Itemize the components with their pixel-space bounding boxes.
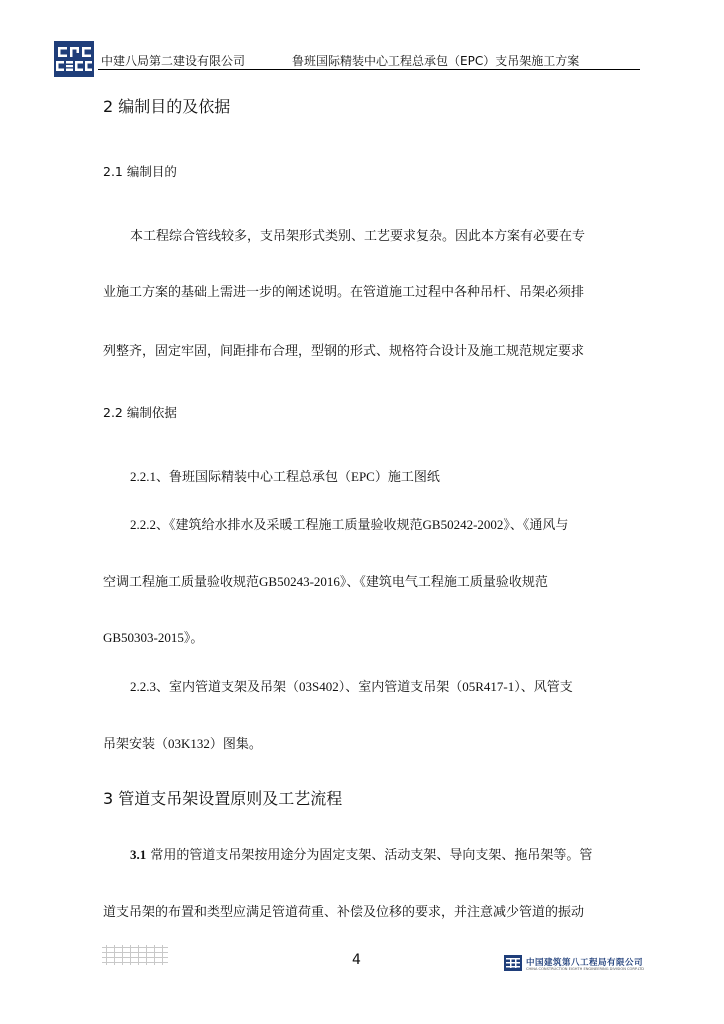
- basis-item-2-text: 空调工程施工质量验收规范: [103, 575, 260, 590]
- footer-cscec-logo: [504, 955, 522, 971]
- basis-item-3-code-3: 03K132: [168, 736, 210, 751]
- cscec-logo: [54, 41, 94, 77]
- basis-item-3-code-2: 05R417-1: [462, 679, 515, 694]
- basis-item-3-text: ）图集。: [209, 737, 262, 752]
- basis-item-2-code-3: GB50303-2015: [103, 630, 184, 645]
- page-number: 4: [352, 952, 361, 968]
- basis-item-1-tail: ）施工图纸: [374, 470, 440, 485]
- basis-item-3-text: 、室内管道支架及吊架（: [156, 680, 300, 695]
- basis-item-3-number: 2.2.3: [130, 679, 156, 694]
- section-2-2-heading: 2.2 编制依据: [103, 405, 177, 420]
- basis-item-2-text: 》。: [183, 631, 204, 646]
- footer-pattern: [102, 945, 168, 965]
- basis-item-2-code-2: GB50243-2016: [259, 574, 340, 589]
- basis-item-2-text: 、《建筑给水排水及采暖工程施工质量验收规范: [156, 518, 423, 533]
- paragraph-line: 业施工方案的基础上需进一步的阐述说明。在管道施工过程中各种吊杆、吊架必须排: [103, 285, 585, 300]
- header-doc-title: 鲁班国际精装中心工程总承包（EPC）支吊架施工方案: [292, 54, 580, 68]
- footer-company-cn: 中国建筑第八工程局有限公司: [526, 958, 644, 968]
- basis-item-1-number: 2.2.1: [130, 469, 156, 484]
- header-company: 中建八局第二建设有限公司: [101, 54, 246, 68]
- section-2-1-heading: 2.1 编制目的: [103, 164, 177, 179]
- basis-item-2-text: 》、《建筑电气工程施工质量验收规范: [339, 575, 548, 590]
- basis-item-2-text: 》、《通风与: [503, 518, 569, 533]
- basis-item-3-line-2: [103, 733, 262, 752]
- paragraph-line: 列整齐，固定牢固，间距排布合理，型钢的形式、规格符合设计及施工规范规定要求: [103, 344, 585, 359]
- basis-item-1: [130, 466, 440, 485]
- basis-item-3-line-1: [130, 676, 573, 695]
- basis-item-3-text: ）、室内管道支吊架（: [338, 680, 463, 695]
- basis-item-3-code-1: 03S402: [299, 679, 339, 694]
- basis-item-3-text: ）、风管支: [514, 680, 573, 695]
- footer-company-en: CHINA CONSTRUCTION EIGHTH ENGINEERING DIVISION CORP.LTD: [526, 967, 645, 971]
- basis-item-3-text: 吊架安装（: [103, 737, 169, 752]
- header-rule: [98, 69, 640, 70]
- basis-item-2-line-1: [130, 514, 568, 533]
- section-3-1-text: 常用的管道支吊架按用途分为固定支架、活动支架、导向支架、拖吊架等。管: [146, 848, 593, 863]
- basis-item-2-line-2: [103, 571, 548, 590]
- section-3-1-line-2: 道支吊架的布置和类型应满足管道荷重、补偿及位移的要求，并注意减少管道的振动: [103, 905, 585, 920]
- section-3-heading: 3 管道支吊架设置原则及工艺流程: [103, 789, 343, 808]
- basis-item-1-epc: EPC: [351, 469, 375, 484]
- basis-item-2-code-1: GB50242-2002: [422, 517, 504, 532]
- basis-item-2-number: 2.2.2: [130, 517, 156, 532]
- section-2-heading: 2 编制目的及依据: [103, 97, 231, 116]
- basis-item-1-text: 、鲁班国际精装中心工程总承包（: [156, 470, 352, 485]
- section-3-1-line-1: [130, 844, 592, 863]
- section-3-1-number: 3.1: [130, 847, 147, 862]
- paragraph-line: 本工程综合管线较多，支吊架形式类别、工艺要求复杂。因此本方案有必要在专: [130, 229, 586, 244]
- basis-item-2-line-3: [103, 627, 203, 646]
